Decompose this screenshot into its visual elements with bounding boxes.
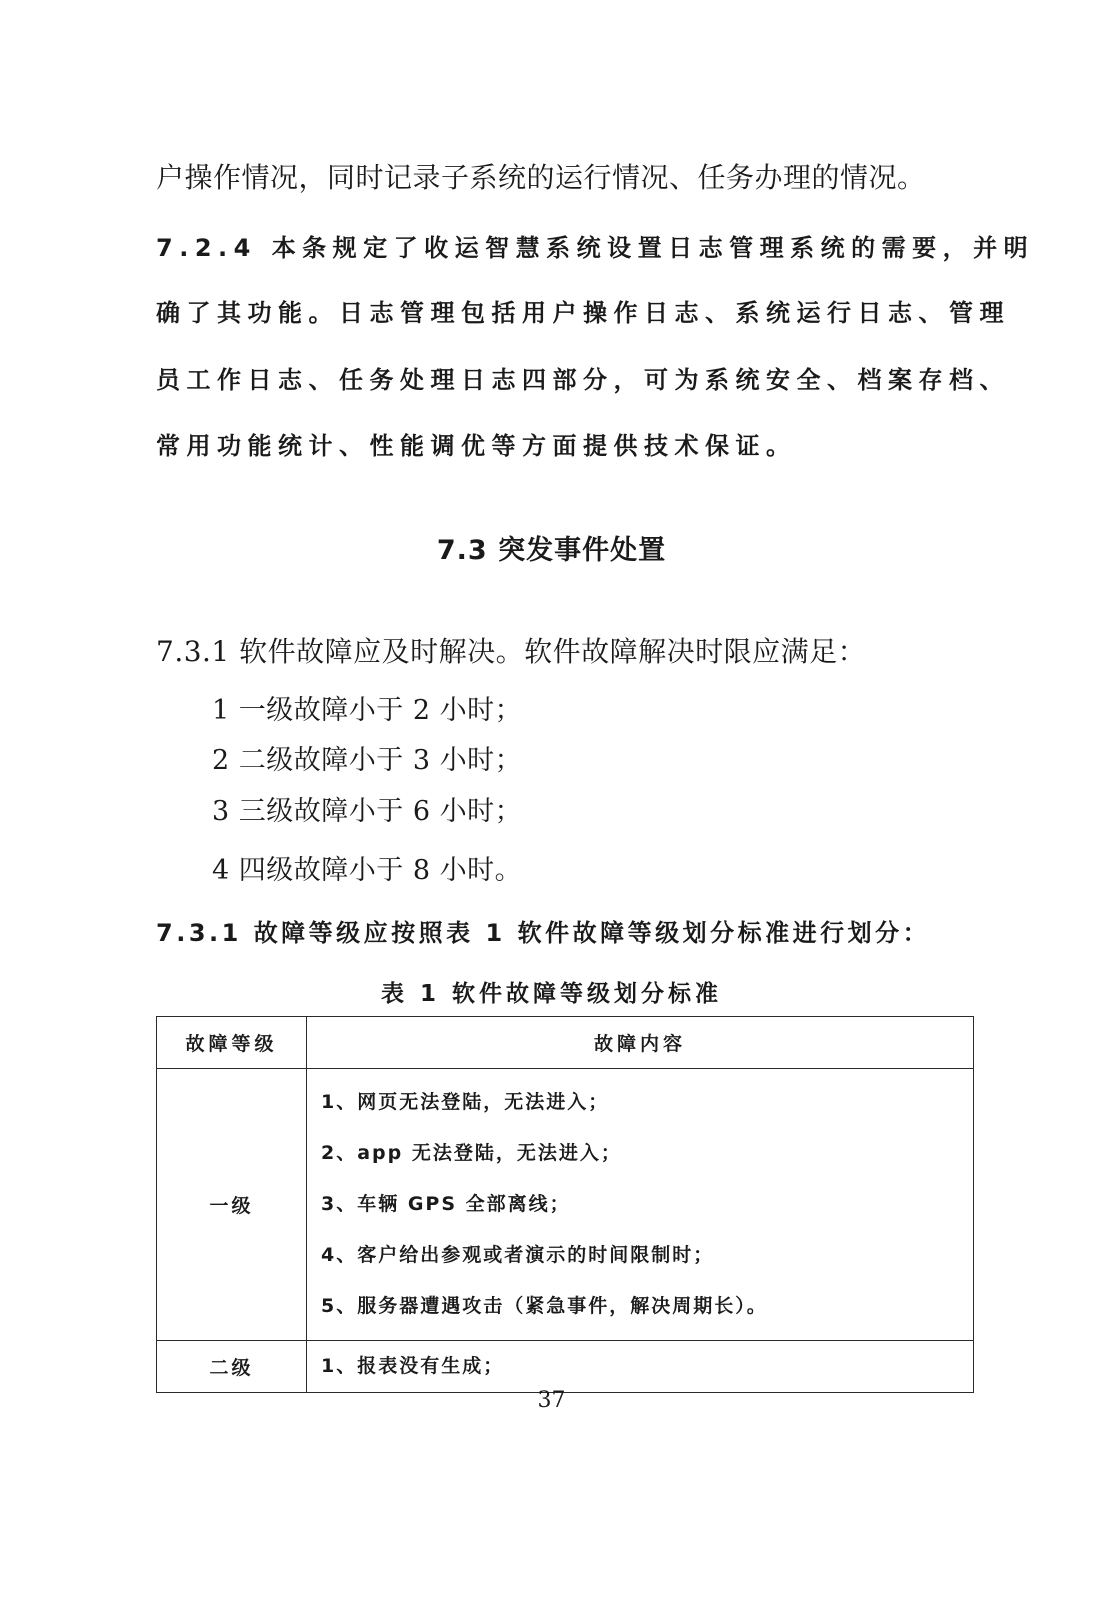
section-heading: 7.3 突发事件处置 (436, 535, 667, 566)
list-item-level-4: 4 四级故障小于 8 小时。 (212, 855, 523, 886)
clause-7-3-1-classification: 7.3.1 故障等级应按照表 1 软件故障等级划分标准进行划分： (156, 919, 931, 947)
content-item: 5、服务器遭遇攻击（紧急事件，解决周期长）。 (321, 1295, 768, 1317)
header-fault-level: 故障等级 (157, 1017, 307, 1069)
level-cell-1: 一级 (157, 1069, 307, 1341)
clause-7-2-4-line-3: 员工作日志、任务处理日志四部分，可为系统安全、档案存档、 (156, 366, 1010, 394)
clause-7-2-4-line-4: 常用功能统计、性能调优等方面提供技术保证。 (156, 432, 797, 460)
content-item: 2、app 无法登陆，无法进入； (321, 1142, 622, 1164)
list-item-level-2: 2 二级故障小于 3 小时； (212, 745, 523, 776)
level-cell-2: 二级 (157, 1341, 307, 1393)
header-fault-content: 故障内容 (307, 1017, 974, 1069)
clause-7-2-4-line-2: 确了其功能。日志管理包括用户操作日志、系统运行日志、管理 (156, 299, 1010, 327)
table-row (157, 1069, 974, 1341)
table-row (157, 1341, 974, 1393)
clause-7-3-1-time-limits: 7.3.1 软件故障应及时解决。软件故障解决时限应满足： (156, 635, 867, 668)
content-item: 1、报表没有生成； (321, 1355, 505, 1377)
paragraph-continuation: 户操作情况，同时记录子系统的运行情况、任务办理的情况。 (156, 161, 926, 194)
content-item: 4、客户给出参观或者演示的时间限制时； (321, 1244, 715, 1266)
list-item-level-3: 3 三级故障小于 6 小时； (212, 796, 523, 827)
content-item: 1、网页无法登陆，无法进入； (321, 1091, 610, 1113)
content-cell-1 (307, 1069, 974, 1341)
content-cell-2 (307, 1341, 974, 1393)
list-item-level-1: 1 一级故障小于 2 小时； (212, 695, 523, 726)
table-caption: 表 1 软件故障等级划分标准 (380, 981, 723, 1007)
content-item: 3、车辆 GPS 全部离线； (321, 1193, 571, 1215)
clause-7-2-4-line-1: 7.2.4 本条规定了收运智慧系统设置日志管理系统的需要，并明 (156, 234, 1035, 262)
table-header-row (157, 1017, 974, 1069)
fault-level-table (156, 1016, 974, 1393)
page-number: 37 (537, 1388, 566, 1413)
